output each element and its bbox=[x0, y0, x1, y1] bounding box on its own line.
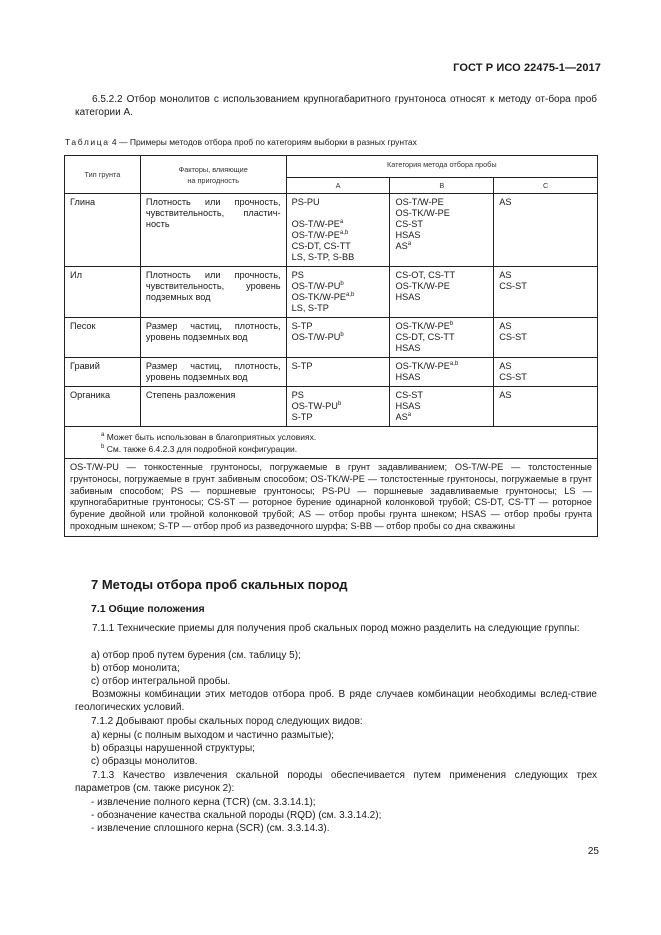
cell-soil-type: Глина bbox=[65, 194, 141, 267]
cell-soil-type: Ил bbox=[65, 267, 141, 318]
table-4 bbox=[64, 155, 598, 537]
footnote-mark: a,b bbox=[449, 361, 459, 367]
paragraph-7-1-1: 7.1.1 Технические приемы для получения проб скальных пород можно разделить на следующие группы: bbox=[92, 623, 580, 634]
table-4-caption bbox=[65, 137, 417, 147]
method-code: CS-ST bbox=[395, 390, 423, 400]
list-item: b) образцы нарушенной структуры; bbox=[91, 743, 255, 754]
method-code: OS-TK/W-PE$^{a,b}$ bbox=[291, 292, 355, 302]
table-row bbox=[65, 267, 598, 318]
list-item: - обозначение качества скальной породы (RQD) (см. 3.3.14.2); bbox=[91, 810, 382, 821]
method-code: CS-DT, CS-TT bbox=[395, 332, 455, 342]
cell-soil-type: Гравий bbox=[65, 358, 141, 387]
list-item: - извлечение сплошного керна (SCR) (см. 3.3.14.3). bbox=[91, 823, 330, 834]
method-code: AS bbox=[499, 361, 512, 371]
method-code: AS bbox=[499, 270, 512, 280]
method-code: CS-ST bbox=[499, 372, 527, 382]
method-code: OS-TK/W-PE bbox=[395, 208, 450, 218]
method-code: OS-TK/W-PE bbox=[395, 281, 450, 291]
cell-soil-type: Органика bbox=[65, 387, 141, 427]
footnote-mark: a,b bbox=[346, 292, 355, 298]
footnote-mark: a,b bbox=[339, 230, 349, 236]
method-code: S-TP bbox=[291, 361, 313, 371]
paragraph-combinations: Возможны комбинации этих методов отбора проб. В ряде случаев комбинации необходимы вслед-ствие геологических условий. bbox=[75, 689, 597, 713]
cell-method-b bbox=[390, 387, 494, 427]
paragraph-7-1-2: 7.1.2 Добывают пробы скальных пород следующих видов: bbox=[91, 716, 363, 727]
method-code: CS-ST bbox=[395, 219, 423, 229]
footnote-mark: a bbox=[407, 241, 412, 247]
cell-factors: Размер частиц, плотность, уровень подземных вод bbox=[140, 358, 286, 387]
cell-soil-type: Песок bbox=[65, 318, 141, 358]
note-a: $^a$ Может быть использован в благоприятных условиях. bbox=[101, 432, 317, 442]
page-number: 25 bbox=[587, 846, 599, 857]
footnote-mark: b bbox=[340, 281, 344, 287]
cell-method-c bbox=[494, 387, 598, 427]
header-col-a: A bbox=[286, 178, 390, 194]
method-code: HSAS bbox=[395, 230, 421, 240]
cell-factors: Плотность или прочность, чувствительность, уровень подземных вод bbox=[140, 267, 286, 318]
table-caption-text: 4 — Примеры методов отбора проб по категориям выборки в разных грунтах bbox=[111, 137, 417, 147]
method-code: PS bbox=[291, 270, 304, 280]
cell-method-a bbox=[286, 267, 390, 318]
header-category: Категория метода отбора пробы bbox=[286, 156, 597, 178]
method-code: OS-T/W-PE bbox=[395, 197, 444, 207]
cell-method-a bbox=[286, 318, 390, 358]
method-code: $AS^a$ bbox=[395, 412, 412, 422]
table-notes bbox=[65, 427, 598, 459]
method-code: HSAS bbox=[395, 343, 421, 353]
cell-method-b bbox=[390, 318, 494, 358]
cell-method-c bbox=[494, 318, 598, 358]
method-code: PS-PU bbox=[291, 197, 320, 207]
cell-method-c bbox=[494, 358, 598, 387]
method-code: CS-ST bbox=[499, 332, 527, 342]
method-code: OS-TK/W-PE$^{a,b}$ bbox=[395, 361, 459, 371]
method-code: AS bbox=[499, 321, 512, 331]
header-factors: Факторы, влияющие на пригодность bbox=[140, 156, 286, 194]
cell-method-c bbox=[494, 194, 598, 267]
list-item: c) образцы монолитов. bbox=[91, 756, 198, 767]
table-row bbox=[65, 358, 598, 387]
cell-method-a bbox=[286, 387, 390, 427]
footnote-mark: a bbox=[339, 219, 344, 225]
method-code: $OS-TW-PU^b$ bbox=[291, 401, 342, 411]
method-code: $OS-T/W-PE^a$ bbox=[291, 219, 344, 229]
footnote-mark: b bbox=[340, 332, 344, 338]
header-col-b: B bbox=[390, 178, 494, 194]
table-4-body bbox=[65, 194, 598, 427]
table-row bbox=[65, 387, 598, 427]
cell-method-b bbox=[390, 194, 494, 267]
method-code: S-TP bbox=[291, 412, 313, 422]
standard-code-header: ГОСТ Р ИСО 22475-1—2017 bbox=[453, 62, 601, 74]
cell-method-c bbox=[494, 267, 598, 318]
list-item: b) отбор монолита; bbox=[91, 663, 180, 674]
method-code: S-TP bbox=[291, 321, 313, 331]
method-code: OS-T/W-PE$^{a,b}$ bbox=[291, 230, 349, 240]
section-7-1-heading: 7.1 Общие положения bbox=[91, 603, 205, 615]
method-code: HSAS bbox=[395, 372, 421, 382]
method-code: AS bbox=[499, 390, 512, 400]
method-code: AS bbox=[499, 197, 512, 207]
footnote-mark: b bbox=[449, 321, 454, 327]
method-code: $OS-T/W-PU^b$ bbox=[291, 332, 344, 342]
paragraph-7-1-3: 7.1.3 Качество извлечения скальной породы обеспечивается путем применения следующих трех параметров (см. также рисунок 2): bbox=[75, 770, 597, 794]
cell-method-a bbox=[286, 194, 390, 267]
footnote-mark: b bbox=[337, 401, 342, 407]
abbreviation-legend: OS-T/W-PU — тонкостенные грунтоносы, погружаемые в грунт задавливанием; OS-T/W-PE — толстостенные грунтоносы, погружаемые в грунт забивным способом; OS-TK/W-PE — толстостенные грунтоносы, погружаемые в грунт забивным способом; PS — поршневые грунтоносы; PS-PU — поршневые задавливаемые грунтоносы; LS — крупногабаритные грунтоносы; CS-ST — роторное бурение одинарной колонковой трубой; CS-DT, CS-TT — роторное бурение двойной или тройной колонковой трубой; AS — отбор пробы грунта шнеком; HSAS — отбор пробы грунта проходным шнеком; S-TP — отбор проб из разведочного шурфа; S-BB — отбор пробы со дна скважины bbox=[65, 459, 598, 537]
method-code: LS, S-TP bbox=[291, 303, 329, 313]
method-code: HSAS bbox=[395, 401, 421, 411]
cell-factors: Плотность или прочность, чувствительность, пластич-ность bbox=[140, 194, 286, 267]
cell-factors: Степень разложения bbox=[140, 387, 286, 427]
method-code: HSAS bbox=[395, 292, 421, 302]
table-caption-label: Таблица bbox=[65, 137, 110, 147]
cell-method-b bbox=[390, 358, 494, 387]
header-soil-type: Тип грунта bbox=[65, 156, 141, 194]
method-code: LS, S-TP, S-BB bbox=[291, 252, 355, 262]
note-b: $^b$ См. также 6.4.2.3 для подробной конфигурации. bbox=[101, 444, 298, 454]
list-item: c) отбор интегральной пробы. bbox=[91, 676, 231, 687]
method-code: $OS-T/W-PU^b$ bbox=[291, 281, 344, 291]
method-code: CS-DT, CS-TT bbox=[291, 241, 351, 251]
list-item: a) отбор проб путем бурения (см. таблицу 5); bbox=[91, 650, 301, 661]
method-code: CS-ST bbox=[499, 281, 527, 291]
list-item: a) керны (с полным выходом и частично размытые); bbox=[91, 730, 335, 741]
header-col-c: C bbox=[494, 178, 598, 194]
table-row bbox=[65, 318, 598, 358]
section-7-heading: 7 Методы отбора проб скальных пород bbox=[91, 577, 348, 592]
method-code: $OS-TK/W-PE^b$ bbox=[395, 321, 454, 331]
paragraph-6-5-2-2: 6.5.2.2 Отбор монолитов с использованием крупногабаритного грунтоноса относят к методу от-бора проб категории А. bbox=[75, 94, 597, 118]
method-code: $AS^a$ bbox=[395, 241, 412, 251]
cell-factors: Размер частиц, плотность, уровень подземных вод bbox=[140, 318, 286, 358]
list-item: - извлечение полного керна (TCR) (см. 3.3.14.1); bbox=[91, 797, 316, 808]
cell-method-b bbox=[390, 267, 494, 318]
cell-method-a bbox=[286, 358, 390, 387]
footnote-mark: a bbox=[407, 412, 412, 418]
method-code: PS bbox=[291, 390, 304, 400]
method-code: CS-OT, CS-TT bbox=[395, 270, 456, 280]
table-row bbox=[65, 194, 598, 267]
